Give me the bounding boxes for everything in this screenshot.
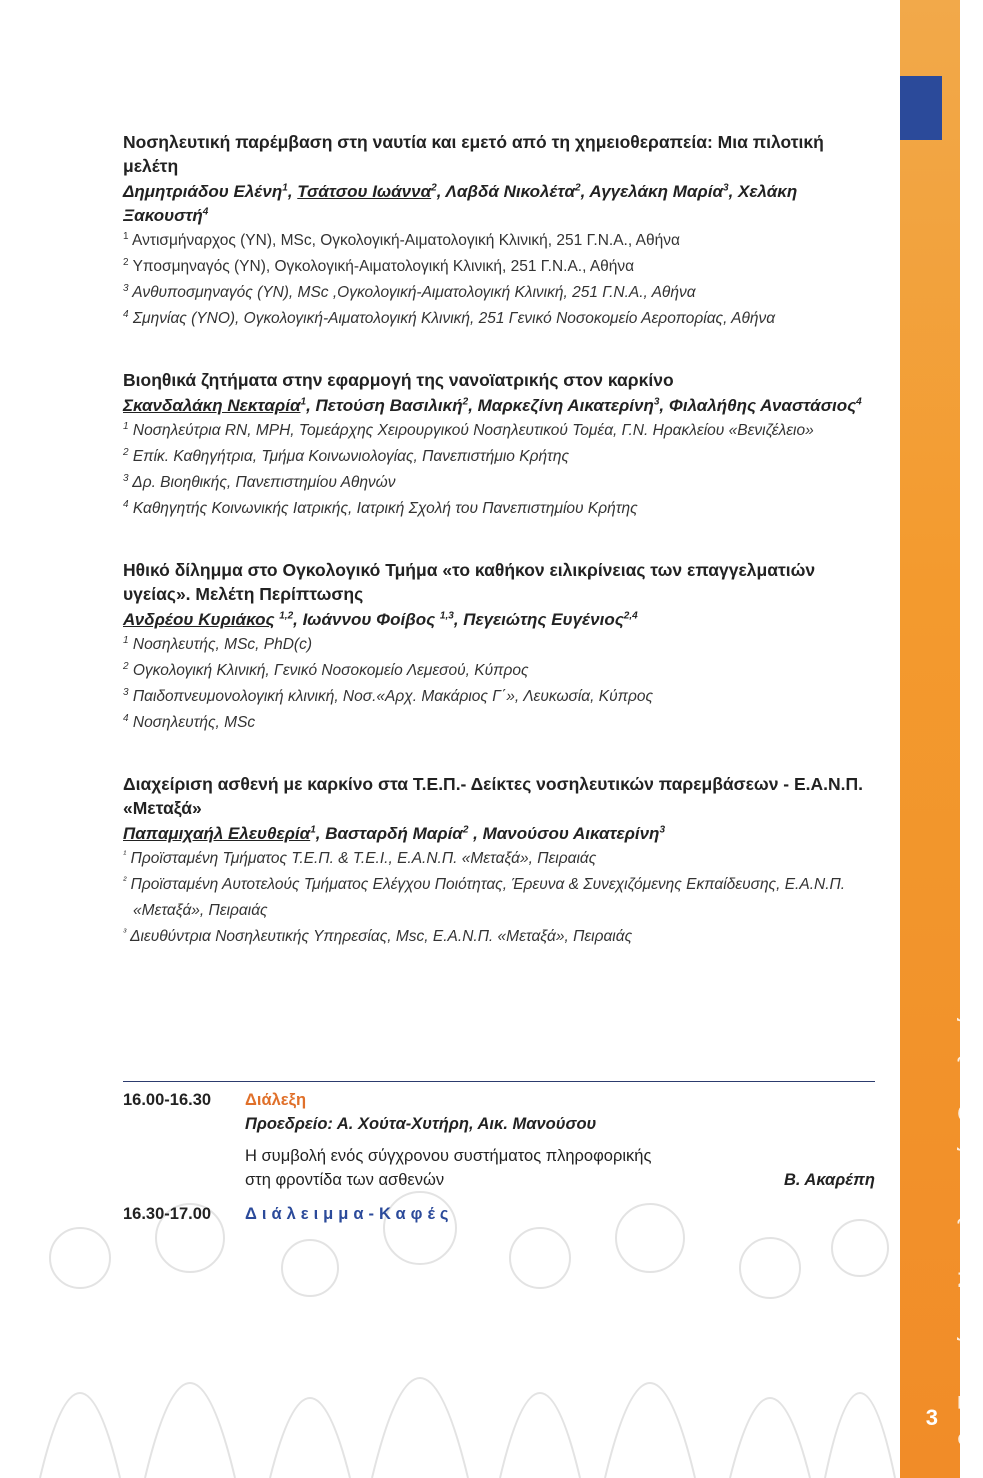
affiliation-item	[123, 306, 873, 332]
affiliation-text: Παιδοπνευμονολογική κλινική, Νοσ.«Αρχ. Μακάριος Γ΄», Λευκωσία, Κύπρος	[128, 688, 654, 705]
program-schedule	[123, 1081, 875, 1226]
affiliation-text: Καθηγητής Κοινωνικής Ιατρικής, Ιατρική Σχολή του Πανεπιστημίου Κρήτης	[128, 500, 638, 517]
affiliation-item	[123, 846, 873, 872]
affiliation-number: 1	[123, 420, 129, 432]
page-number: 3	[925, 1405, 938, 1430]
time-slot: 16.00-16.30	[123, 1091, 212, 1109]
abstract-section-1	[123, 130, 873, 332]
talk-title-line-2: στη φροντίδα των ασθενών	[245, 1171, 445, 1189]
abstract-section-3	[123, 558, 873, 736]
abstracts-content	[123, 130, 873, 986]
affiliation-number: 4	[123, 712, 129, 724]
talk-speaker: Β. Ακαρέπη	[783, 1171, 875, 1189]
affiliation-text: Νοσηλευτής, MSc, PhD(c)	[128, 636, 312, 653]
affiliations-list	[123, 632, 873, 736]
affiliation-text: Προϊσταμένη Τμήματος Τ.Ε.Π. & Τ.Ε.Ι., Ε.Α.Ν.Π. «Μεταξά», Πειραιάς	[126, 850, 597, 867]
schedule-row-lecture	[123, 1088, 875, 1192]
affiliation-text: Δρ. Βιοηθικής, Πανεπιστημίου Αθηνών	[128, 474, 396, 491]
schedule-row-break	[123, 1202, 875, 1226]
abstract-authors: Δημητριάδου Ελένη$^1$, Τσάτσου Ιωάννα$^2$, Λαβδά Νικολέτα$^2$, Αγγελάκη Μαρία$^3$, Χελάκη Ξακουστή$^4$	[123, 182, 798, 225]
affiliation-text: Επίκ. Καθηγήτρια, Τμήμα Κοινωνιολογίας, Πανεπιστήμιο Κρήτης	[128, 448, 569, 465]
affiliation-item	[123, 254, 873, 280]
time-slot: 16.30-17.00	[123, 1205, 212, 1223]
talk-title-line-1: Η συμβολή ενός σύγχρονου συστήματος πληροφορικής	[245, 1147, 652, 1165]
right-decorative-band	[900, 0, 960, 1478]
talk-entry	[245, 1144, 875, 1192]
affiliation-number: ³	[123, 926, 127, 938]
abstract-section-2	[123, 368, 873, 522]
band-vertical-title: 3ο Συμπόσιο Νοσηλευτικής Ογκολογίας	[952, 990, 982, 1447]
band-blue-block	[900, 76, 942, 140]
abstract-authors: Σκανδαλάκη Νεκταρία$^1$, Πετούση Βασιλική$^2$, Μαρκεζίνη Αικατερίνη$^3$, Φιλαλήθης Αναστάσιος$^4$	[123, 396, 862, 415]
affiliation-text: Σμηνίας (ΥΝΟ), Ογκολογική-Αιματολογική Κλινική, 251 Γενικό Νοσοκομείο Αεροπορίας, Αθήνα	[128, 310, 776, 327]
affiliation-text: Υποσμηναγός (ΥΝ), Ογκολογική-Αιματολογική Κλινική, 251 Γ.Ν.Α., Αθήνα	[128, 258, 635, 275]
abstract-title: Βιοηθικά ζητήματα στην εφαρμογή της νανοϊατρικής στον καρκίνο	[123, 370, 674, 390]
affiliation-number: 4	[123, 498, 129, 510]
affiliation-number: ²	[123, 874, 127, 886]
affiliations-list	[123, 418, 873, 522]
affiliation-item	[123, 872, 873, 924]
affiliation-number: 2	[123, 660, 129, 672]
affiliation-text: Ογκολογική Κλινική, Γενικό Νοσοκομείο Λεμεσού, Κύπρος	[128, 662, 529, 679]
affiliation-number: ¹	[123, 848, 127, 860]
affiliation-number: 1	[123, 230, 129, 242]
affiliation-text: Αντισμήναρχος (ΥΝ), MSc, Ογκολογική-Αιματολογική Κλινική, 251 Γ.Ν.Α., Αθήνα	[128, 232, 680, 249]
affiliation-number: 4	[123, 308, 129, 320]
session-chairs: Προεδρείο: Α. Χούτα-Χυτήρη, Αικ. Μανούσου	[245, 1115, 597, 1133]
affiliations-list	[123, 228, 873, 332]
affiliation-text: Προϊσταμένη Αυτοτελούς Τμήματος Ελέγχου Ποιότητας, Έρευνα & Συνεχιζόμενης Εκπαίδευσης, Ε.Α.Ν.Π. «Μεταξά», Πειραιάς	[126, 876, 846, 919]
abstract-title: Διαχείριση ασθενή με καρκίνο στα Τ.Ε.Π.- Δείκτες νοσηλευτικών παρεμβάσεων - Ε.Α.Ν.Π. «Μεταξά»	[123, 774, 864, 818]
affiliation-item	[123, 470, 873, 496]
session-type: Διάλεξη	[245, 1091, 307, 1109]
abstract-authors: Ανδρέου Κυριάκος $^{1,2}$, Ιωάννου Φοίβος $^{1,3}$, Πεγειώτης Ευγένιος$^{2,4}$	[123, 610, 638, 629]
abstract-section-4	[123, 772, 873, 950]
affiliation-number: 2	[123, 446, 129, 458]
affiliation-item	[123, 280, 873, 306]
affiliation-text: Ανθυποσμηναγός (ΥΝ), MSc ,Ογκολογική-Αιματολογική Κλινική, 251 Γ.Ν.Α., Αθήνα	[128, 284, 696, 301]
affiliation-number: 3	[123, 282, 129, 294]
affiliation-item	[123, 632, 873, 658]
affiliation-item	[123, 658, 873, 684]
affiliation-item	[123, 924, 873, 950]
affiliation-number: 1	[123, 634, 129, 646]
affiliation-number: 3	[123, 472, 129, 484]
affiliation-text: Νοσηλευτής, MSc	[128, 714, 256, 731]
affiliation-text: Διευθύντρια Νοσηλευτικής Υπηρεσίας, Msc, Ε.Α.Ν.Π. «Μεταξά», Πειραιάς	[126, 928, 633, 945]
abstract-title: Νοσηλευτική παρέμβαση στη ναυτία και εμετό από τη χημειοθεραπεία: Μια πιλοτική μελέτη	[123, 132, 824, 176]
affiliation-item	[123, 684, 873, 710]
affiliation-item	[123, 710, 873, 736]
abstract-authors: Παπαμιχαήλ Ελευθερία$^1$, Βασταρδή Μαρία$^2$ , Μανούσου Αικατερίνη$^3$	[123, 824, 665, 843]
affiliation-item	[123, 496, 873, 522]
affiliation-item	[123, 228, 873, 254]
affiliation-number: 2	[123, 256, 129, 268]
affiliation-text: Νοσηλεύτρια RN, MPH, Τομεάρχης Χειρουργικού Νοσηλευτικού Τομέα, Γ.Ν. Ηρακλείου «Βενιζέλειο»	[128, 422, 814, 439]
affiliation-item	[123, 418, 873, 444]
affiliations-list	[123, 846, 873, 950]
abstract-title: Ηθικό δίλημμα στο Ογκολογικό Τμήμα «το καθήκον ειλικρίνειας των επαγγελματιών υγείας». Μελέτη Περίπτωσης	[123, 560, 816, 604]
affiliation-item	[123, 444, 873, 470]
coffee-break-label: Διάλειμμα-Καφές	[245, 1205, 454, 1223]
affiliation-number: 3	[123, 686, 129, 698]
